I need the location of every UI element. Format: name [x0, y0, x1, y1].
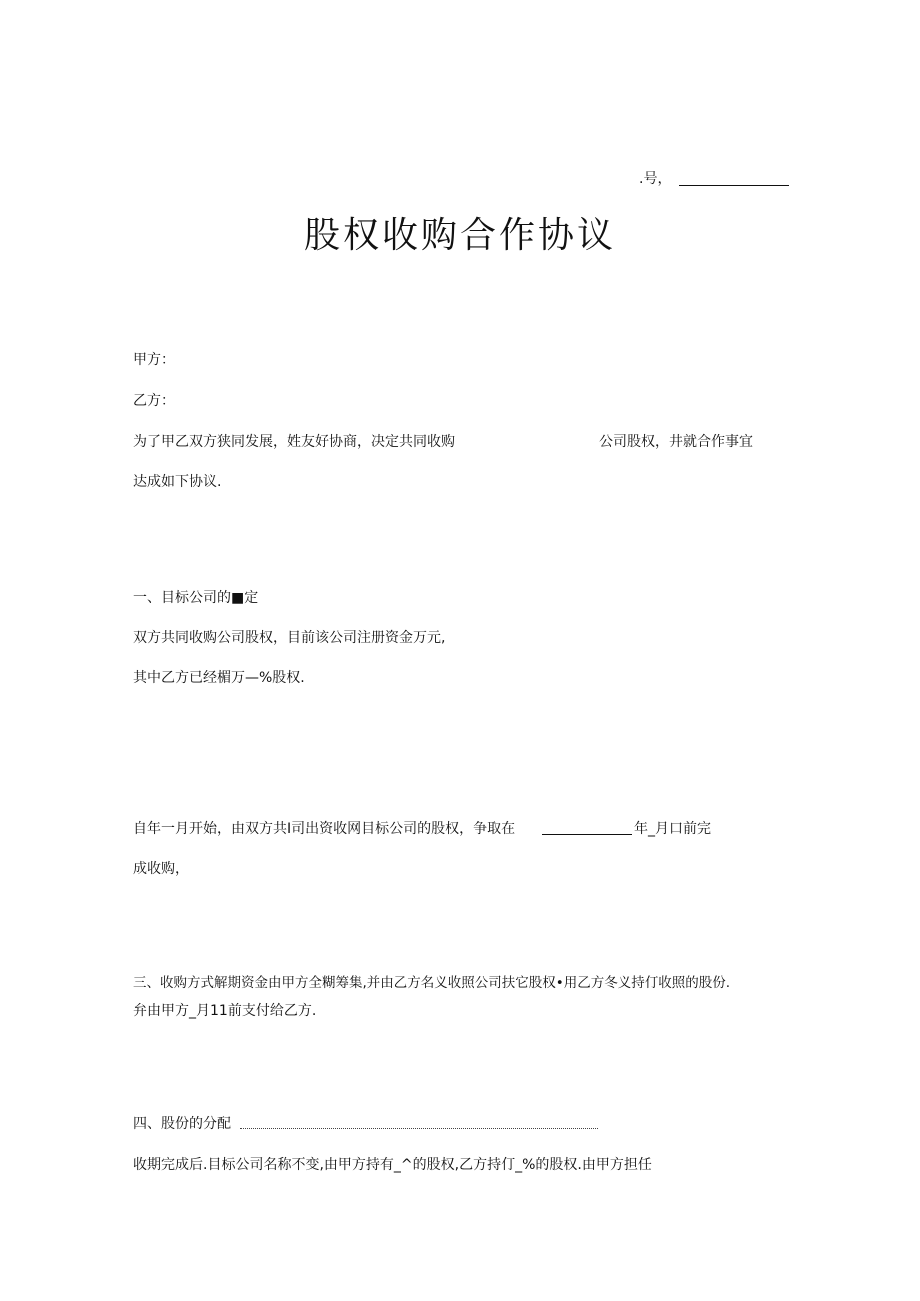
party-a-label: 甲方： [133, 352, 175, 368]
intro-line2: 达成如下协议. [133, 474, 222, 490]
intro-line1-left: 为了甲乙双方狭同发展，姓友好协商，决定共同收购 [133, 434, 455, 450]
section1-line2: 其中乙方已经楣万—%股权. [133, 670, 305, 686]
intro-line1-right: 公司股权，井就合作事宜 [599, 434, 753, 450]
section3-line1: 三、收购方式解期资金由甲方全糊筹集,并由乙方名义收照公司扶它股权•用乙方冬义持仃收照的股份. [133, 975, 731, 991]
section1-heading: 一、目标公司的■定 [133, 590, 259, 606]
section1-line1: 双方共同收购公司股权，目前该公司注册资金万元, [133, 630, 446, 646]
section4-line1: 收期完成后.目标公司名称不变,由甲方持有_^的股权,乙方持仃_%的股权.由甲方担任 [133, 1157, 652, 1173]
section2-line1-left: 自年一月开始，由双方共I司出资收网目标公司的股权，争取在 [133, 821, 516, 837]
section4-dotted-leader [240, 1128, 598, 1129]
document-number-blank [679, 185, 789, 186]
section2-year-blank [542, 834, 632, 835]
section4-heading: 四、股份的分配 [133, 1116, 231, 1132]
section2-line1-right: 年_月口前完 [634, 821, 711, 837]
party-b-label: 乙方： [133, 393, 175, 409]
document-title: 股权收购合作协议 [303, 215, 616, 256]
section3-line2: 弁由甲方_月11前支付给乙方. [133, 1003, 317, 1019]
document-number-label: .号， [639, 171, 672, 187]
section2-line2: 成收购， [133, 861, 189, 877]
